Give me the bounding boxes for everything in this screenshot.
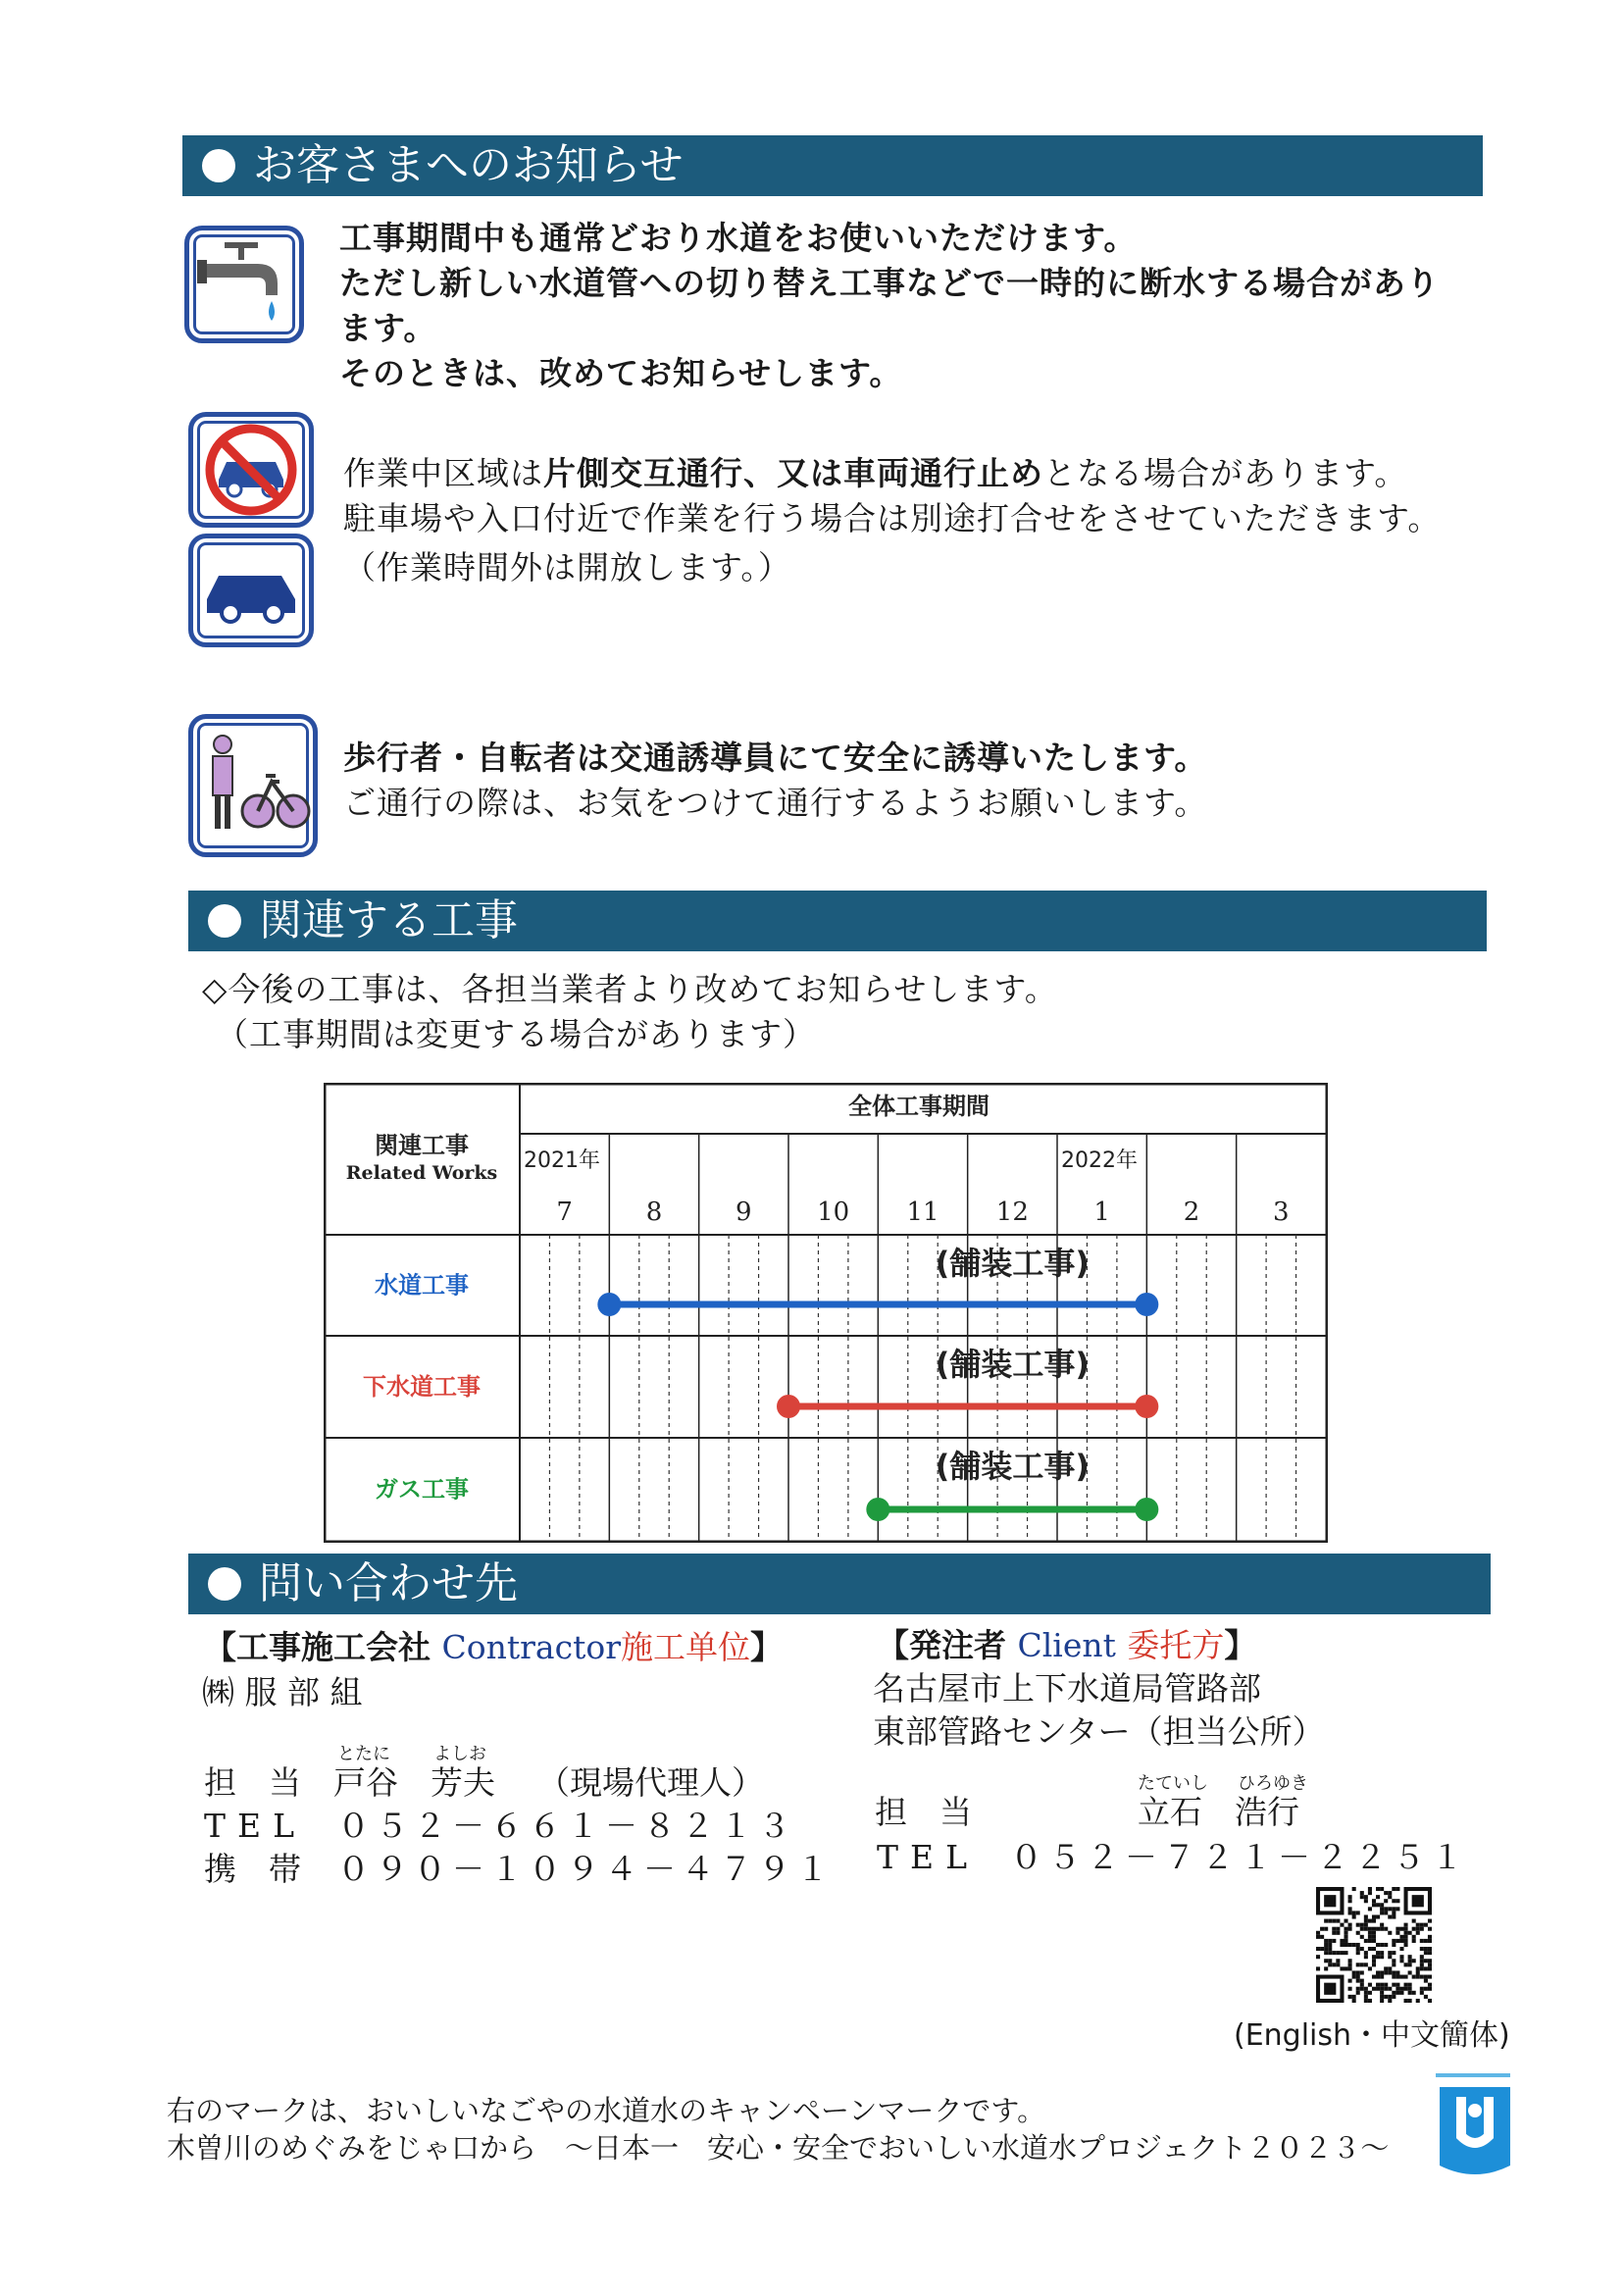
contractor-tel: ０５２－６６１－８２１３ [337,1807,796,1845]
contractor-tel-label: TEL [204,1807,307,1845]
contractor-bracket-close: 】 [749,1628,783,1666]
schedule-end-dot [1135,1498,1158,1521]
notice-heading-band [182,135,1483,196]
client-title [877,1624,1256,1667]
month-label: 7 [556,1198,573,1227]
related-heading-band [188,891,1487,951]
traffic-line-1 [343,451,1407,496]
footer-line-2: 木曽川のめぐみをじゃ口から ～日本一 安心・安全でおいしい水道水プロジェクト２０２３～ [167,2131,1390,2165]
contractor-en: Contractor [441,1628,621,1666]
month-label: 9 [736,1198,752,1227]
faucet-icon [184,226,304,343]
no-vehicle-icon [188,412,314,528]
bullet-icon [208,1567,241,1601]
inquiry-heading: 問い合わせ先 [259,1558,518,1608]
contractor-mobile-label: 携 帯 [204,1850,301,1888]
client-org-1: 名古屋市上下水道局管路部 [873,1669,1261,1708]
row-label: ガス工事 [375,1475,469,1504]
pedestrian-bicycle-icon [188,714,318,857]
related-line-1: ◇今後の工事は、各担当業者より改めてお知らせします。 [202,970,1058,1008]
traffic-line-1-post: となる場合があります。 [1043,454,1408,492]
pedestrian-line-2: ご通行の際は、お気をつけて通行するようお願いします。 [343,784,1208,822]
month-label: 10 [817,1198,850,1227]
traffic-line-2: 駐車場や入口付近で作業を行う場合は別途打合せをさせていただきます。 [343,499,1442,537]
contractor-person-name: 戸谷 芳夫 [333,1763,495,1802]
contractor-bracket-open: 【工事施工会社 [204,1628,431,1666]
client-bracket-open: 【発注者 [877,1626,1006,1664]
related-works-label-ja: 関連工事 [375,1132,469,1159]
car-icon [188,534,314,647]
paving-note: (舗装工事) [935,1346,1090,1383]
contractor-role: （現場代理人） [537,1763,764,1802]
traffic-line-3: （作業時間外は開放します。） [343,548,791,586]
client-person-name: 立石 浩行 [1138,1793,1299,1831]
related-works-label-en: Related Works [345,1162,498,1184]
bullet-icon [208,904,241,938]
month-label: 12 [995,1198,1029,1227]
water-line-3: ます。 [339,309,437,347]
year-label: 2022年 [1061,1148,1138,1173]
month-label: 3 [1273,1198,1290,1227]
client-person-label: 担 当 [875,1793,972,1831]
client-tel-label: TEL [877,1838,980,1876]
water-campaign-mark-icon [1432,2067,1518,2183]
schedule-table [324,1083,1328,1543]
client-org-2: 東部管路センター（担当公所） [873,1712,1325,1751]
bullet-icon [202,149,235,182]
client-cn: 委托方 [1127,1626,1225,1664]
contractor-cn: 施工单位 [620,1628,750,1666]
schedule-end-dot [1135,1293,1158,1316]
contractor-person-label: 担 当 [204,1763,301,1802]
traffic-line-1-bold: 片側交互通行、又は車両通行止め [543,454,1043,492]
schedule-end-dot [1135,1395,1158,1418]
client-ruby-1: たていし [1138,1773,1208,1794]
contractor-company: ㈱ 服 部 組 [202,1673,363,1711]
notice-heading: お客さまへのお知らせ [253,140,684,190]
water-line-4: そのときは、改めてお知らせします。 [339,354,903,392]
month-label: 2 [1183,1198,1200,1227]
row-label: 下水道工事 [363,1373,481,1401]
related-heading: 関連する工事 [259,895,518,945]
paving-note: (舗装工事) [935,1448,1090,1485]
qr-code-icon[interactable] [1316,1887,1432,2003]
year-label: 2021年 [524,1148,600,1173]
row-label: 水道工事 [375,1271,469,1300]
client-ruby-2: ひろゆき [1238,1773,1308,1794]
water-line-1: 工事期間中も通常どおり水道をお使いいただけます。 [339,219,1138,257]
traffic-line-1-pre: 作業中区域は [343,454,543,492]
month-label: 1 [1093,1198,1110,1227]
paving-note: (舗装工事) [935,1245,1090,1282]
month-label: 8 [645,1198,663,1227]
month-label: 11 [906,1198,939,1227]
contractor-title [204,1626,783,1669]
languages-note: (English・中文簡体) [1234,2018,1510,2053]
water-line-2: ただし新しい水道管への切り替え工事などで一時的に断水する場合があり [339,264,1440,302]
contractor-ruby-2: よしお [433,1744,486,1764]
schedule-start-dot [597,1293,621,1316]
client-en: Client [1017,1626,1116,1664]
client-bracket-close: 】 [1224,1626,1257,1664]
pedestrian-line-1: 歩行者・自転者は交通誘導員にて安全に誘導いたします。 [343,739,1208,777]
client-tel: ０５２－７２１－２２５１ [1010,1838,1469,1876]
schedule-start-dot [777,1395,800,1418]
contractor-ruby-1: とたに [337,1744,390,1764]
contractor-mobile: ０９０－１０９４－４７９１ [337,1850,835,1888]
inquiry-heading-band [188,1554,1491,1614]
schedule-start-dot [866,1498,889,1521]
footer-line-1: 右のマークは、おいしいなごやの水道水のキャンペーンマークです。 [167,2094,1046,2127]
period-header: 全体工事期間 [848,1093,990,1120]
related-line-2: （工事期間は変更する場合があります） [216,1015,816,1053]
